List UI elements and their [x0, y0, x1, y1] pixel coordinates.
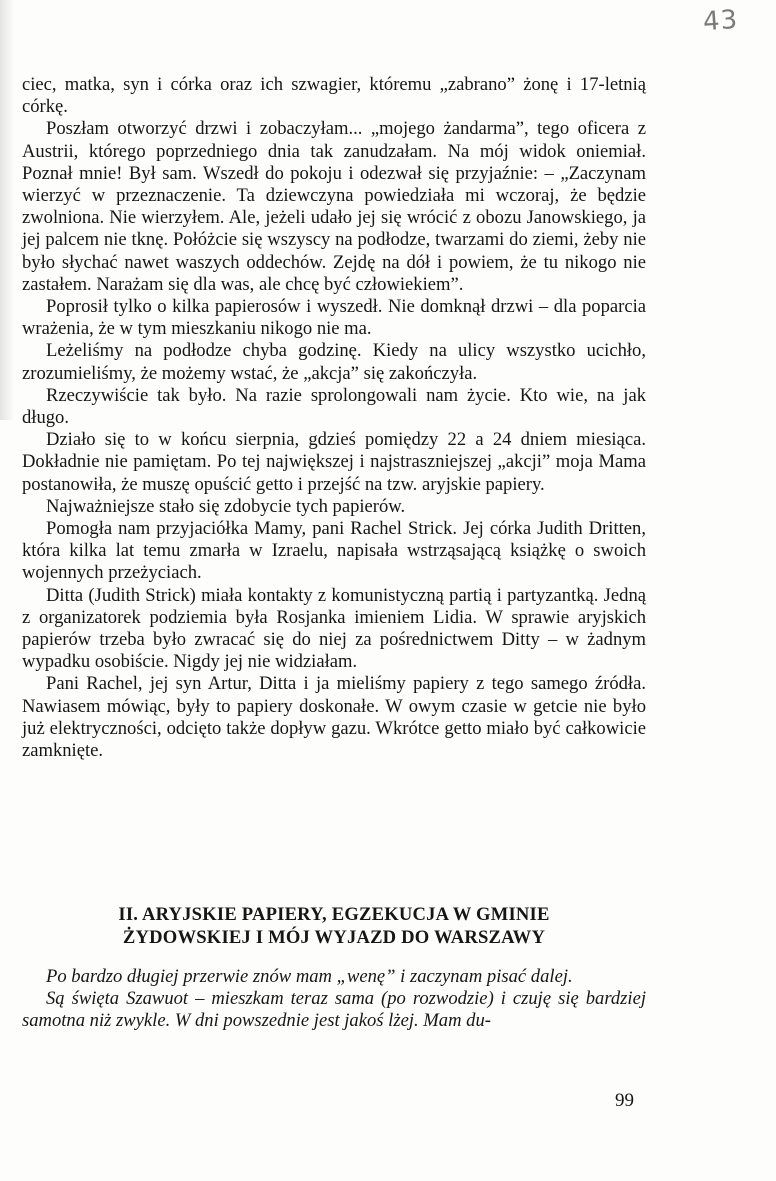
paragraph: Rzeczywiście tak było. Na razie sprolongowali nam życie. Kto wie, na jak długo.: [22, 384, 646, 429]
italic-paragraph: Po bardzo długiej przerwie znów mam „wenę” i zaczynam pisać dalej.: [46, 966, 573, 987]
paragraph: Pani Rachel, jej syn Artur, Ditta i ja mieliśmy papiery z tego samego źródła. Nawiasem mówiąc, były to papiery doskonałe. W owym czasie w getcie nie było już elektryczności, odcięto także dopływ gazu. Wkrótce getto miało być całkowicie zamknięte.: [22, 673, 646, 762]
paragraph: Leżeliśmy na podłodze chyba godzinę. Kiedy na ulicy wszystko ucichło, zrozumieliśmy, że możemy wstać, że „akcja” się zakończyła.: [22, 340, 646, 384]
body-text: [22, 74, 646, 762]
section-heading-line: II. ARYJSKIE PAPIERY, EGZEKUCJA W GMINIE: [118, 904, 550, 925]
section-heading-line: ŻYDOWSKIEJ I MÓJ WYJAZD DO WARSZAWY: [122, 926, 546, 948]
italic-paragraph: Są święta Szawuot – mieszkam teraz sama (po rozwodzie) i czuję się bardziej samotna niż zwykle. W dni powszednie jest jakoś lżej. Mam du-: [22, 988, 646, 1032]
paragraph: Działo się to w końcu sierpnia, gdzieś pomiędzy 22 a 24 dniem miesiąca. Dokładnie nie pamiętam. Po tej największej i najstraszniejszej „akcji” moja Mama postanowiła, że muszę opuścić getto i przejść na tzw. aryjskie papiery.: [22, 429, 646, 495]
paragraph: Poszłam otworzyć drzwi i zobaczyłam... „mojego żandarma”, tego oficera z Austrii, którego poprzedniego dnia tak zanudzałam. Na mój widok oniemiał. Poznał mnie! Był sam. Wszedł do pokoju i odezwał się przyjaźnie: – „Zaczynam wierzyć w przeznaczenie. Ta dziewczyna powiedziała mi wczoraj, że będzie zwolniona. Nie wierzyłem. Ale, jeżeli udało jej się wrócić z obozu Janowskiego, ja jej palcem nie tknę. Połóżcie się wszyscy na podłodze, twarzami do ziemi, żeby nie było słychać nawet waszych oddechów. Zejdę na dół i powiem, że tu nikogo nie zastałem. Narażam się dla was, ale chcę być człowiekiem”.: [22, 118, 646, 295]
page-number: 99: [615, 1090, 634, 1111]
handwritten-page-note: 43: [701, 4, 740, 38]
paragraph: Poprosił tylko o kilka papierosów i wyszedł. Nie domknął drzwi – dla poparcia wrażenia, że w tym mieszkaniu nikogo nie ma.: [22, 296, 646, 340]
paragraph: Ditta (Judith Strick) miała kontakty z komunistyczną partią i partyzantką. Jedną z organizatorek podziemia była Rosjanka imieniem Lidia. W sprawie aryjskich papierów trzeba było zwracać się do niej za pośrednictwem Ditty – w żadnym wypadku osobiście. Nigdy jej nie widziałam.: [22, 584, 646, 673]
italic-text: [22, 966, 646, 1033]
paragraph: Pomogła nam przyjaciółka Mamy, pani Rachel Strick. Jej córka Judith Dritten, która kilka lat temu zmarła w Izraelu, napisała wstrząsającą książkę o swoich wojennych przeżyciach.: [22, 518, 646, 584]
paragraph: ciec, matka, syn i córka oraz ich szwagier, któremu „zabrano” żonę i 17-letnią córkę.: [22, 74, 646, 118]
section-heading: [22, 904, 646, 949]
scan-edge-shadow: [0, 0, 14, 420]
paragraph: Najważniejsze stało się zdobycie tych papierów.: [46, 495, 406, 517]
